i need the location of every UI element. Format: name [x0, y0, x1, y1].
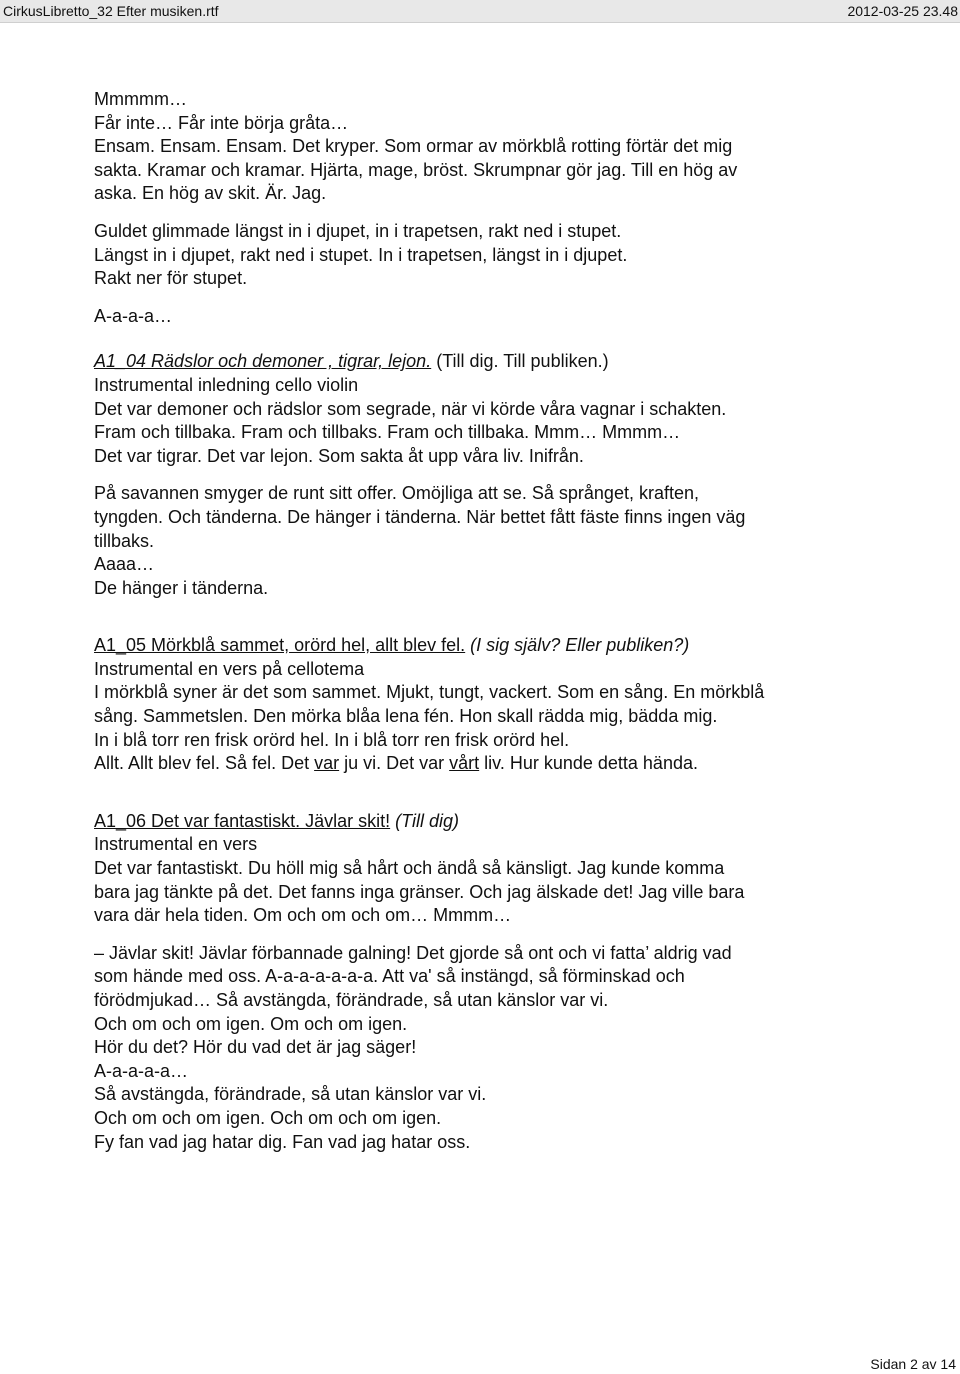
underlined-word: var [314, 753, 340, 774]
text-span: Allt. Allt blev fel. Så fel. Det [94, 753, 315, 774]
text-line: Mmmmm… [94, 89, 187, 109]
text-line: Fy fan vad jag hatar dig. Fan vad jag hatar oss. [94, 1131, 471, 1152]
section-note: (Till dig. Till publiken.) [431, 351, 609, 372]
text-line: Rakt ner för stupet. [94, 268, 248, 289]
text-line: In i blå torr ren frisk orörd hel. In i blå torr ren frisk orörd hel. [94, 729, 570, 750]
instrumental-note: Instrumental en vers på cellotema [94, 658, 365, 679]
verse-block [94, 220, 944, 291]
document-header [0, 0, 960, 23]
instrumental-note: Instrumental inledning cello violin [94, 374, 359, 395]
text-line: De hänger i tänderna. [94, 577, 269, 598]
text-line: tyngden. Och tänderna. De hänger i tänderna. När bettet fått fäste finns ingen väg [94, 506, 746, 527]
section-heading [94, 634, 944, 658]
text-line: vara där hela tiden. Om och om och om… Mmmm… [94, 905, 512, 926]
text-line: Fram och tillbaka. Fram och tillbaks. Fram och tillbaka. Mmm… Mmmm… [94, 422, 681, 443]
intro-block [94, 88, 944, 206]
text-line: A-a-a-a-a… [94, 1060, 189, 1081]
text-line: sång. Sammetslen. Den mörka blåa lena fén. Hon skall rädda mig, bädda mig. [94, 706, 718, 727]
underlined-word: vårt [449, 753, 480, 774]
text-line [94, 752, 944, 776]
section-heading [94, 350, 944, 374]
section-heading [94, 810, 944, 834]
text-line: förödmjukad… Så avstängda, förändrade, så utan känslor var vi. [94, 990, 609, 1010]
text-line: I mörkblå syner är det som sammet. Mjukt, tungt, vackert. Som en sång. En mörkblå [94, 682, 765, 703]
text-line: sakta. Kramar och kramar. Hjärta, mage, bröst. Skrumpnar gör jag. Till en hög av [94, 159, 738, 180]
text-line: Det var demoner och rädslor som segrade, när vi körde våra vagnar i schakten. [94, 398, 727, 419]
text-line: Får inte… Får inte börja gråta… [94, 112, 349, 133]
section-title: A1_04 Rädslor och demoner , tigrar, lejon. [94, 351, 432, 372]
instrumental-note: Instrumental en vers [94, 834, 258, 855]
section-a1-04 [94, 350, 944, 600]
text-line: Det var tigrar. Det var lejon. Som sakta åt upp våra liv. Inifrån. [94, 445, 584, 466]
section-title: A1_06 Det var fantastiskt. Jävlar skit! [94, 810, 391, 831]
text-line: aska. En hög av skit. Är. Jag. [94, 183, 327, 204]
section-note: (I sig själv? Eller publiken?) [465, 635, 690, 656]
text-line: Ensam. Ensam. Ensam. Det kryper. Som ormar av mörkblå rotting förtär det mig [94, 136, 733, 157]
text-span: liv. Hur kunde detta hända. [479, 753, 698, 774]
text-line: Hör du det? Hör du vad det är jag säger! [94, 1037, 417, 1058]
interlude-text: A-a-a-a… [94, 305, 173, 326]
text-line: Och om och om igen. Och om och om igen. [94, 1107, 442, 1128]
text-line: Längst in i djupet, rakt ned i stupet. In i trapetsen, längst in i djupet. [94, 244, 628, 265]
text-line: Så avstängda, förändrade, så utan känslor var vi. [94, 1084, 487, 1105]
section-note: (Till dig) [390, 810, 459, 831]
text-line: Aaaa… [94, 554, 155, 575]
text-line: bara jag tänkte på det. Det fanns inga gränser. Och jag älskade det! Jag ville bara [94, 881, 745, 902]
text-line: som hände med oss. A-a-a-a-a-a-a. Att va' så instängd, så förminskad och [94, 966, 685, 987]
text-line: Det var fantastiskt. Du höll mig så hårt och ändå så känsligt. Jag kunde komma [94, 858, 725, 879]
text-line: tillbaks. [94, 530, 155, 551]
text-span: ju vi. Det var [339, 753, 450, 774]
text-line: – Jävlar skit! Jävlar förbannade galning! Det gjorde så ont och vi fatta’ aldrig vad [94, 942, 732, 963]
document-filename: CirkusLibretto_32 Efter musiken.rtf [3, 3, 219, 19]
libretto-body [94, 88, 944, 1154]
page-number: Sidan 2 av 14 [870, 1356, 956, 1372]
section-a1-05 [94, 634, 944, 776]
document-datetime: 2012-03-25 23.48 [847, 3, 958, 19]
text-line: Och om och om igen. Om och om igen. [94, 1013, 408, 1034]
text-line: Guldet glimmade längst in i djupet, in i trapetsen, rakt ned i stupet. [94, 220, 622, 241]
section-a1-06 [94, 810, 944, 1154]
section-title: A1_05 Mörkblå sammet, orörd hel, allt blev fel. [94, 635, 466, 656]
text-line: På savannen smyger de runt sitt offer. Omöjliga att se. Så språnget, kraften, [94, 483, 699, 504]
